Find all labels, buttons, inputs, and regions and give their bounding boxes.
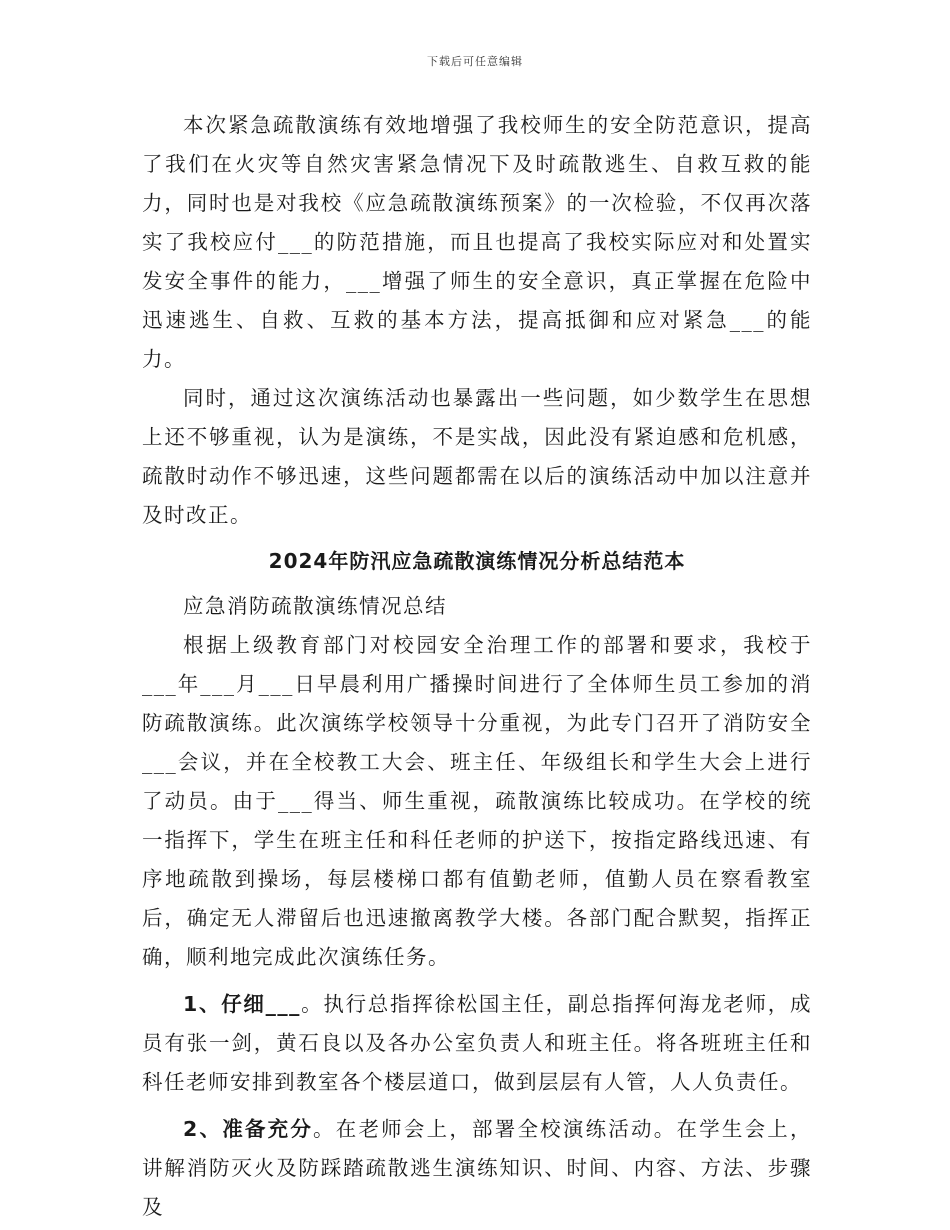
item-2-lead: 2、准备充分 xyxy=(183,1117,314,1141)
section-subtitle: 应急消防疏散演练情况总结 xyxy=(183,594,447,618)
paragraph-drill-summary: 根据上级教育部门对校园安全治理工作的部署和要求，我校于___年___月___日早晨利用广播操时间进行了全体师生员工参加的消防疏散演练。此次演练学校领导十分重视，为此专门召开了消防安全___会议，并在全校教工大会、班主任、年级组长和学生大会上进行了动员。由于___得当、师生重视，疏散演练比较成功。在学校的统一指挥下，学生在班主任和科任老师的护送下，按指定路线迅速、有序地疏散到操场，每层楼梯口都有值勤老师，值勤人员在察看教室后，确定无人滞留后也迅速撤离教学大楼。各部门配合默契，指挥正确，顺利地完成此次演练任务。 xyxy=(142,633,812,969)
document-body xyxy=(142,106,812,1227)
section-title: 2024年防汛应急疏散演练情况分析总结范本 xyxy=(268,549,686,573)
paragraph-drill-problems: 同时，通过这次演练活动也暴露出一些问题，如少数学生在思想上还不够重视，认为是演练，不是实战，因此没有紧迫感和危机感，疏散时动作不够迅速，这些问题都需在以后的演练活动中加以注意并及时改正。 xyxy=(142,386,812,527)
paragraph-item-1 xyxy=(142,985,812,1102)
paragraph-drill-effect: 本次紧急疏散演练有效地增强了我校师生的安全防范意识，提高了我们在火灾等自然灾害紧急情况下及时疏散逃生、自救互救的能力，同时也是对我校《应急疏散演练预案》的一次检验，不仅再次落实了我校应付___的防范措施，而且也提高了我校实际应对和处置实发安全事件的能力，___增强了师生的安全意识，真正掌握在危险中迅速逃生、自救、互救的基本方法，提高抵御和应对紧急___的能力。 xyxy=(142,113,812,371)
item-1-text: 。执行总指挥徐松国主任，副总指挥何海龙老师，成员有张一剑，黄石良以及各办公室负责人和班主任。将各班班主任和科任老师安排到教室各个楼层道口，做到层层有人管，人人负责任。 xyxy=(142,992,813,1094)
item-1-lead: 1、仔细___ xyxy=(183,992,301,1016)
item-2-text: 。在老师会上，部署全校演练活动。在学生会上，讲解消防灭火及防踩踏疏散逃生演练知识、时间、内容、方法、步骤及 xyxy=(142,1117,813,1219)
paragraph-item-2 xyxy=(142,1110,812,1227)
header-note: 下载后可任意编辑 xyxy=(427,55,523,68)
